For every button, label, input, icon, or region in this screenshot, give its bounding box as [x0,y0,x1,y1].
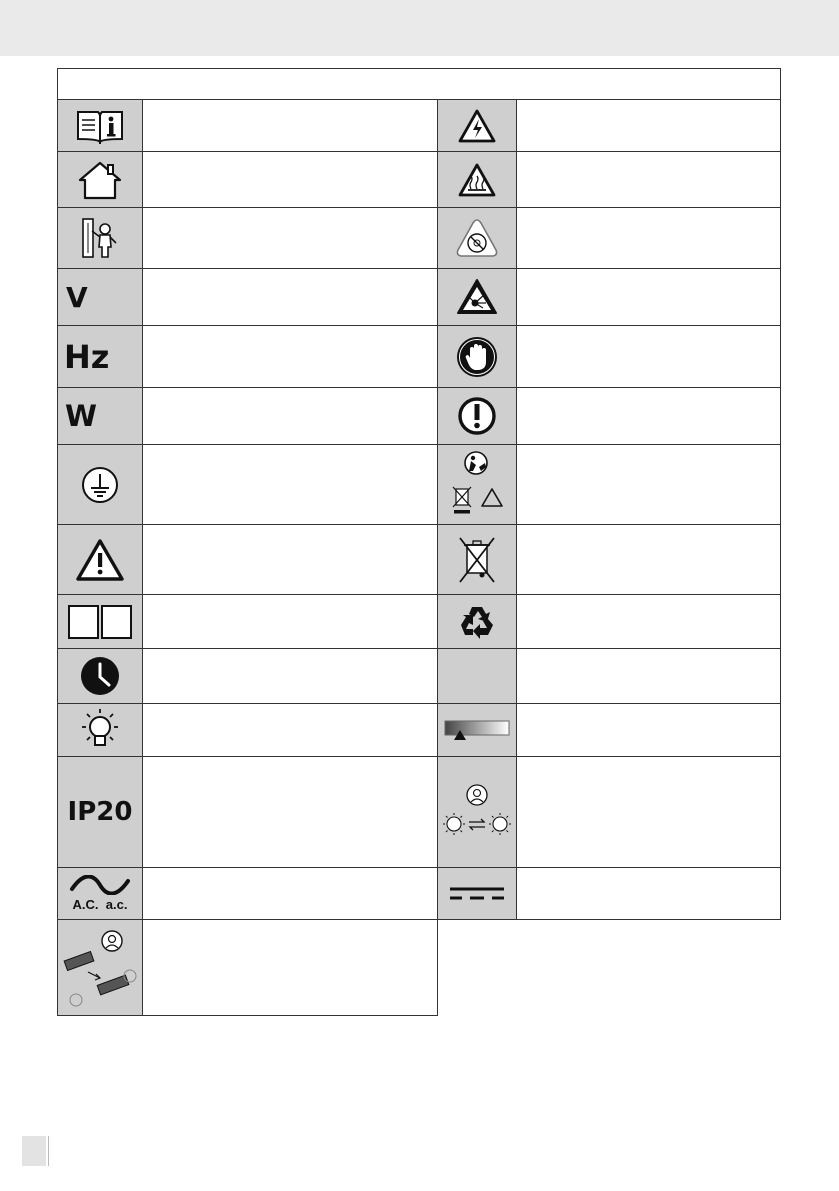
empty-symbol [437,648,517,704]
symbol-description [516,387,781,445]
symbol-description [142,919,438,1016]
symbol-description [142,867,438,920]
symbol-description [516,325,781,388]
symbol-description [142,594,438,649]
wear-gloves-icon [437,325,517,388]
light-bulb-icon [57,703,143,757]
symbol-description [516,756,781,868]
symbol-description [142,268,438,326]
volt-icon: V [57,268,143,326]
symbol-description [516,648,781,704]
symbol-description [516,867,781,920]
symbol-description [516,524,781,595]
crossed-out-bin-icon [437,524,517,595]
protective-earth-icon [57,444,143,525]
symbol-description [516,594,781,649]
symbol-description [516,151,781,208]
alternating-current-icon: A.C. a.c. [57,867,143,920]
symbol-description [516,703,781,757]
symbol-description [142,207,438,269]
dimmable-gradient-icon [437,703,517,757]
indoor-use-house-icon [57,151,143,208]
footer-divider [48,1136,49,1166]
symbol-description [516,268,781,326]
symbol-description [142,444,438,525]
disposal-recycling-icon [437,444,517,525]
page-header-bar [0,0,839,56]
table-heading-cell [57,68,781,100]
child-safety-icon [57,207,143,269]
hot-surface-warning-icon [437,151,517,208]
symbol-description [516,444,781,525]
protection-class-squares-icon [57,594,143,649]
note-exclamation-icon [437,387,517,445]
symbol-description [142,703,438,757]
electric-shock-warning-icon [437,99,517,152]
symbol-description [142,756,438,868]
symbol-description [142,387,438,445]
symbol-description [516,99,781,152]
hertz-icon: Hz [57,325,143,388]
ip20-icon: IP20 [57,756,143,868]
symbol-description [142,325,438,388]
watt-icon: W [57,387,143,445]
clock-icon [57,648,143,704]
explosion-warning-icon [437,268,517,326]
replaceable-led-icon [437,756,517,868]
symbol-description [516,207,781,269]
warning-triangle-icon [57,524,143,595]
do-not-look-into-light-icon [437,207,517,269]
direct-current-icon [437,867,517,920]
recycle-icon [437,594,517,649]
symbol-description [142,648,438,704]
symbol-description [142,524,438,595]
replaceable-control-gear-icon [57,919,143,1016]
symbol-description [142,99,438,152]
instruction-manual-icon [57,99,143,152]
page-number-box [22,1136,46,1166]
symbol-description [142,151,438,208]
